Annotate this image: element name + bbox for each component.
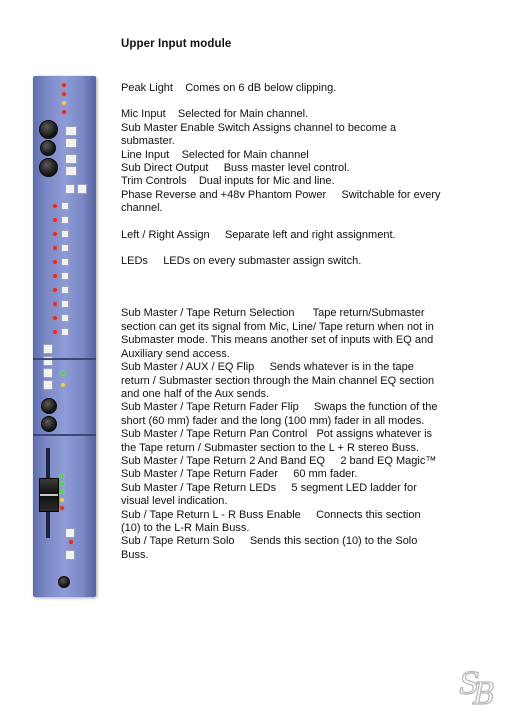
line-switch (65, 138, 77, 148)
item-pan-control: Sub Master / Tape Return Pan Control Pot assigns whatever is the Tape return / Submaster section to the L + R stereo Buss. (121, 428, 433, 454)
eq-high-knob (41, 416, 57, 432)
sub-enable-switch (65, 126, 77, 136)
item-solo: Sub / Tape Return Solo Sends this section (10) to the Solo Buss. (121, 535, 418, 561)
assign-switch-4 (61, 244, 69, 252)
return-switch (43, 380, 53, 390)
module-strip-photo (33, 76, 96, 597)
phase-switch (65, 154, 77, 164)
page-title: Upper Input module (121, 38, 232, 50)
phantom-switch (65, 166, 77, 176)
assign-switch-8 (61, 300, 69, 308)
pan-knob (41, 398, 57, 414)
assign-led-4 (53, 246, 57, 250)
item-fader-flip: Sub Master / Tape Return Fader Flip Swaps the function of the short (60 mm) fader and the long (100 mm) fader in all modes. (121, 401, 438, 427)
description-list (121, 82, 443, 562)
assign-led-9 (53, 316, 57, 320)
assign-switch-6 (61, 272, 69, 280)
item-tape-return-selection: Sub Master / Tape Return Selection Tape return/Submaster section can get its signal from Mic, Line/ Tape return when not in Submaster mode. This means another set of inputs with EQ and Auxiliary send access. (121, 307, 434, 360)
item-tape-return-fader: Sub Master / Tape Return Fader 60 mm fader. (121, 468, 358, 481)
assign-led-8 (53, 302, 57, 306)
trim-knob-top (39, 120, 58, 139)
return-led (61, 383, 65, 387)
solo-switch (65, 550, 75, 560)
item-aux-eq-flip: Sub Master / AUX / EQ Flip Sends whatever is in the tape return / Submaster section through the Main channel EQ section and one half of the Aux sends. (121, 361, 435, 400)
mic-led (62, 92, 66, 96)
sb-logo (455, 660, 495, 710)
assign-led-2 (53, 218, 57, 222)
lr-buss-led (69, 540, 73, 544)
item-line-input: Line Input Selected for Main channel (121, 148, 309, 161)
assign-switch-3 (61, 230, 69, 238)
assign-switch-5 (61, 258, 69, 266)
line-led (62, 101, 66, 105)
trim-knob (39, 158, 58, 177)
item-trim-controls: Trim Controls Dual inputs for Mic and line. (121, 175, 335, 188)
assign-led-3 (53, 232, 57, 236)
item-phase-phantom: Phase Reverse and +48v Phantom Power Switchable for every channel. (121, 188, 441, 215)
assign-switch-2 (61, 216, 69, 224)
item-tape-return-leds: Sub Master / Tape Return LEDs 5 segment LED ladder for visual level indication. (121, 481, 417, 508)
bottom-knob (58, 576, 70, 588)
left-assign-switch (65, 184, 75, 194)
assign-led-6 (53, 274, 57, 278)
enable-led (62, 110, 66, 114)
item-band-eq: Sub Master / Tape Return 2 And Band EQ 2 band EQ Magic™ (121, 454, 437, 467)
item-sub-direct-output: Sub Direct Output Buss master level control. (121, 162, 350, 175)
ladder-led-5 (60, 506, 64, 510)
assign-led-5 (53, 260, 57, 264)
tape-return-select-switch (43, 344, 53, 354)
item-left-right-assign: Left / Right Assign Separate left and right assignment. (121, 228, 396, 241)
item-peak-light: Peak Light Comes on 6 dB below clipping. (121, 82, 337, 94)
assign-led-1 (53, 204, 57, 208)
svg-text:B: B (473, 677, 495, 710)
assign-switch-9 (61, 314, 69, 322)
section-divider-1 (33, 358, 96, 360)
flip-led (61, 371, 65, 375)
ladder-led-3 (60, 490, 64, 494)
aux-eq-flip-switch (43, 368, 53, 378)
peak-led (62, 83, 66, 87)
assign-led-7 (53, 288, 57, 292)
assign-led-10 (53, 330, 57, 334)
item-mic-input: Mic Input Selected for Main channel. (121, 108, 309, 121)
section-divider-2 (33, 434, 96, 436)
right-assign-switch (77, 184, 87, 194)
fader-cap (39, 478, 59, 512)
lr-buss-enable-switch (65, 528, 75, 538)
ladder-led-4 (60, 498, 64, 502)
svg-text:S: S (459, 667, 480, 702)
ladder-led-1 (60, 474, 64, 478)
assign-switch-1 (61, 202, 69, 210)
assign-switch-7 (61, 286, 69, 294)
assign-switch-10 (61, 328, 69, 336)
item-lr-buss-enable: Sub / Tape Return L - R Buss Enable Connects this section (10) to the L-R Main Buss. (121, 508, 421, 534)
sub-direct-knob (40, 140, 56, 156)
item-leds: LEDs LEDs on every submaster assign switch. (121, 255, 362, 268)
item-sub-master-enable: Sub Master Enable Switch Assigns channel to become a submaster. (121, 121, 397, 148)
ladder-led-2 (60, 482, 64, 486)
